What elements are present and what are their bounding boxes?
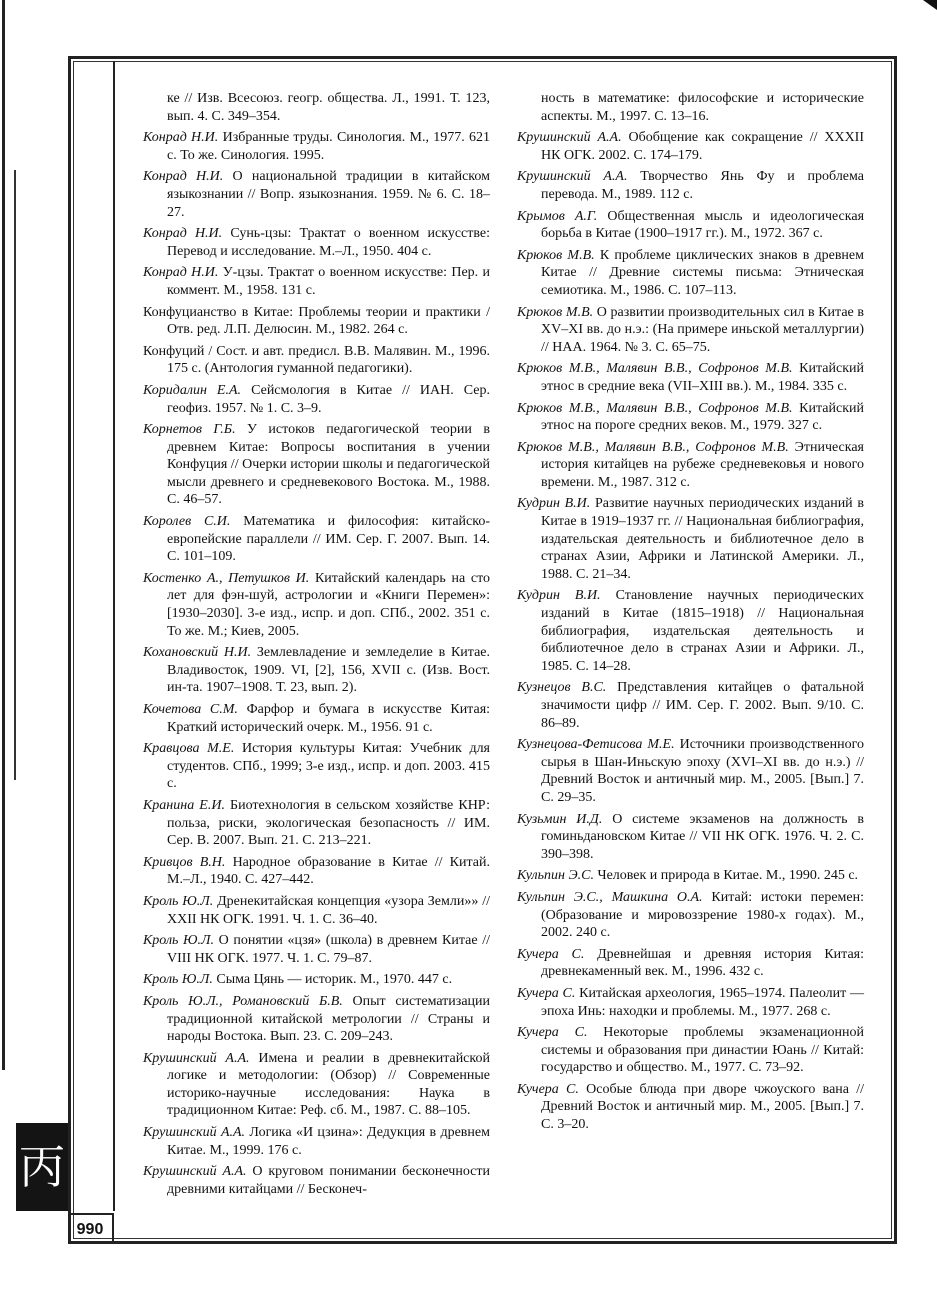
bibliography-entry	[143, 1163, 490, 1198]
entry-text: Китайский календарь на сто лет для фэн-шуй, астрологии и «Книги Перемен»: [1930–2030]. 3-е изд., испр. и доп. СПб., 2002. 351 с. То же. М.; Киев, 2005.	[167, 570, 490, 639]
entry-author: Королев С.И.	[143, 514, 231, 530]
entry-text: Конфуций / Сост. и авт. предисл. В.В. Малявин. М., 1996. 175 с. (Антология гуманной педагогики).	[143, 343, 490, 377]
entry-text: О понятии «цзя» (школа) в древнем Китае // VIII НК ОГК. 1977. Ч. 1. С. 79–87.	[167, 933, 491, 966]
section-tab-character: 丙	[19, 1140, 65, 1194]
entry-text: Имена и реалии в древнекитайской логике и методологии: (Обзор) // Современные историко-научные исследования: Наука в традиционном Китае: Реф. сб. М., 1987. С. 88–105.	[167, 1050, 490, 1119]
entry-text: Опыт систематизации традиционной китайской метрологии // Страны и народы Востока. Вып. 23. С. 209–243.	[167, 993, 491, 1045]
bibliography-entry	[143, 993, 490, 1046]
entry-author: Кудрин В.И.	[517, 496, 591, 512]
entry-author: Крюков М.В., Малявин В.В., Софронов М.В.	[517, 439, 789, 455]
entry-author: Кривцов В.Н.	[143, 854, 226, 870]
bibliography-entry	[143, 264, 490, 299]
entry-author: Крюков М.В., Малявин В.В., Софронов М.В.	[517, 361, 793, 377]
entry-author: Кузьмин И.Д.	[517, 811, 603, 827]
entry-text: Творчество Янь Фу и проблема перевода. М., 1989. 112 с.	[541, 169, 864, 202]
bibliography-entry	[517, 208, 864, 243]
gutter-rule	[113, 61, 115, 1211]
entry-text: Сыма Цянь — историк. М., 1970. 447 с.	[216, 972, 453, 988]
bibliography-entry	[143, 168, 490, 221]
bibliography-entry	[517, 304, 864, 357]
entry-text: Этническая история китайцев на рубеже средневековья и нового времени. М., 1987. 312 с.	[541, 439, 864, 490]
entry-author: Кучера С.	[517, 1025, 588, 1041]
entry-text: О круговом понимании бесконечности древними китайцами // Бесконеч-	[167, 1164, 491, 1197]
entry-author: Конрад Н.И.	[143, 226, 223, 242]
entry-author: Кранина Е.И.	[143, 797, 225, 813]
entry-text: У-цзы. Трактат о военном искусстве: Пер. и коммент. М., 1958. 131 с.	[167, 265, 491, 298]
entry-text: Общественная мысль и идеологическая борьба в Китае (1900–1917 гг.). М., 1972. 367 с.	[541, 208, 865, 242]
bibliography-entry	[143, 644, 490, 697]
bibliography-entry	[517, 400, 864, 435]
entry-author: Крушинский А.А.	[143, 1125, 246, 1141]
entry-author: Кучера С.	[517, 985, 576, 1001]
entry-author: Кроль Ю.Л.	[143, 933, 214, 949]
entry-text: Человек и природа в Китае. М., 1990. 245 с.	[597, 868, 859, 884]
entry-author: Кульпин Э.С., Машкина О.А.	[517, 889, 703, 905]
entry-text: Представления китайцев о фатальной значимости цифр // ИМ. Сер. Г. 2002. Вып. 9/10. С. 86–89.	[541, 680, 864, 731]
bibliography-entry	[143, 343, 490, 378]
entry-text: К проблеме циклических знаков в древнем Китае // Древние системы письма: Этническая семиотика. М., 1986. С. 107–113.	[541, 247, 864, 298]
page-number: 990	[68, 1213, 114, 1244]
entry-text: О развитии производительных сил в Китае в XV–XI вв. до н.э.: (На примере иньской металлургии) // НАА. 1964. № 3. С. 65–75.	[541, 304, 864, 355]
entry-text: История культуры Китая: Учебник для студентов. СПб., 1999; 3-е изд., испр. и доп. 2003. 415 с.	[167, 741, 490, 792]
entry-author: Кучера С.	[517, 1081, 579, 1097]
entry-author: Костенко А., Петушков И.	[143, 570, 310, 586]
scan-edge-mark	[14, 170, 16, 780]
bibliography-entry	[143, 701, 490, 736]
bibliography-entry	[517, 736, 864, 806]
entry-text: О национальной традиции в китайском языкознании // Вопр. языкознания. 1959. № 6. С. 18–27.	[167, 169, 490, 220]
bibliography-entry	[517, 90, 864, 125]
entry-author: Кочетова С.М.	[143, 702, 238, 717]
entry-author: Крюков М.В., Малявин В.В., Софронов М.В.	[517, 400, 793, 416]
bibliography-entry	[143, 797, 490, 850]
corner-arrow-icon	[923, 0, 937, 10]
bibliography-entry	[143, 225, 490, 260]
entry-author: Корнетов Г.Б.	[143, 422, 236, 438]
entry-text: ность в математике: философские и исторические аспекты. М., 1997. С. 13–16.	[541, 91, 864, 124]
entry-author: Крушинский А.А.	[143, 1050, 250, 1066]
bibliography-entry	[517, 129, 864, 164]
entry-text: ке // Изв. Всесоюз. геогр. общества. Л., 1991. Т. 123, вып. 4. С. 349–354.	[167, 91, 490, 124]
bibliography-entry	[143, 1050, 490, 1120]
bibliography-column-right	[517, 90, 864, 1138]
entry-author: Кроль Ю.Л., Романовский Б.В.	[143, 993, 343, 1009]
entry-text: О системе экзаменов на должность в гоминьдановском Китае // VII НК ОГК. 1976. Ч. 2. С. 390–398.	[541, 811, 864, 862]
entry-text: Китайская археология, 1965–1974. Палеолит — эпоха Инь: находки и проблемы. М., 1977. 268 с.	[541, 985, 865, 1019]
entry-text: Китай: истоки перемен: (Образование и мировоззрение 1980-х годах). М., 2002. 240 с.	[541, 889, 865, 941]
entry-text: Биотехнология в сельском хозяйстве КНР: польза, риски, экологическая безопасность // ИМ. Сер. В. 2007. Вып. 21. С. 213–221.	[167, 797, 490, 849]
bibliography-entry	[517, 495, 864, 583]
bibliography-entry	[517, 867, 864, 885]
bibliography-entry	[517, 168, 864, 203]
entry-text: Китайский этнос на пороге средних веков. М., 1979. 327 с.	[541, 400, 864, 434]
bibliography-entry	[143, 740, 490, 793]
bibliography-entry	[143, 513, 490, 566]
entry-text: Избранные труды. Синология. М., 1977. 621 с. То же. Синология. 1995.	[167, 130, 491, 163]
entry-author: Кудрин В.И.	[517, 588, 601, 604]
bibliography-entry	[143, 854, 490, 889]
entry-author: Конрад Н.И.	[143, 130, 219, 146]
entry-author: Крымов А.Г.	[517, 208, 598, 224]
bibliography-entry	[517, 679, 864, 732]
entry-author: Кульпин Э.С.	[517, 868, 594, 884]
entry-author: Кузнецов В.С.	[517, 680, 607, 696]
entry-text: У истоков педагогической теории в древнем Китае: Вопросы воспитания в учении Конфуция // Очерки истории школы и педагогической мысли древнего и средневекового Востока. М., 1988. С. 46–57.	[167, 422, 490, 508]
bibliography-entry	[517, 811, 864, 864]
entry-author: Конрад Н.И.	[143, 265, 219, 281]
entry-author: Кроль Ю.Л.	[143, 972, 213, 988]
entry-text: Землевладение и земледелие в Китае. Владивосток, 1909. VI, [2], 156, XVII с. (Изв. Вост. ин-та. 1907–1908. Т. 23, вып. 2).	[167, 645, 490, 696]
bibliography-entry	[143, 570, 490, 640]
entry-author: Крушинский А.А.	[517, 169, 628, 185]
entry-author: Конрад Н.И.	[143, 169, 224, 185]
entry-author: Коридалин Е.А.	[143, 382, 242, 398]
entry-text: Особые блюда при дворе чжоуского вана // Древний Восток и античный мир. М., 2005. [Вып.] 7. С. 3–20.	[541, 1081, 865, 1133]
bibliography-entry	[517, 889, 864, 942]
entry-text: Развитие научных периодических изданий в Китае в 1919–1937 гг. // Национальная библиография, издательская деятельность и библиотечное дело в странах Азии, Африки и Латинской Америки. Л., 1988. С. 21–34.	[541, 496, 865, 582]
bibliography-entry	[517, 985, 864, 1020]
bibliography-entry	[517, 587, 864, 675]
entry-text: Математика и философия: китайско-европейские параллели // ИМ. Сер. Г. 2007. Вып. 14. С. 101–109.	[167, 514, 490, 565]
scan-edge-rule	[2, 0, 5, 1070]
entry-text: Народное образование в Китае // Китай. М.–Л., 1940. С. 427–442.	[167, 854, 491, 888]
entry-author: Кучера С.	[517, 946, 585, 962]
entry-author: Крушинский А.А.	[143, 1164, 247, 1180]
entry-text: Китайский этнос в средние века (VII–XIII вв.). М., 1984. 335 с.	[541, 361, 864, 394]
bibliography-entry	[143, 1124, 490, 1159]
entry-author: Кравцова М.Е.	[143, 741, 235, 757]
bibliography-entry	[517, 1081, 864, 1134]
entry-text: Дренекитайская концепция «узора Земли»» // XXII НК ОГК. 1991. Ч. 1. С. 36–40.	[167, 893, 491, 927]
entry-author: Крюков М.В.	[517, 304, 594, 320]
bibliography-entry	[517, 439, 864, 492]
entry-author: Кроль Ю.Л.	[143, 893, 214, 909]
entry-text: Сейсмология в Китае // ИАН. Сер. геофиз. 1957. № 1. С. 3–9.	[167, 382, 491, 416]
bibliography-entry	[143, 971, 490, 989]
entry-text: Некоторые проблемы экзаменационной системы и образования при династии Юань // Китай: государство и общество. М., 1977. С. 73–92.	[541, 1025, 865, 1076]
entry-text: Обобщение как сокращение // XXXII НК ОГК. 2002. С. 174–179.	[541, 130, 865, 163]
bibliography-entry	[143, 893, 490, 928]
bibliography-entry	[143, 421, 490, 509]
entry-text: Древнейшая и древняя история Китая: древнекаменный век. М., 1996. 432 с.	[541, 946, 864, 980]
bibliography-entry	[143, 382, 490, 417]
bibliography-entry	[517, 946, 864, 981]
entry-text: Становление научных периодических изданий в Китае (1815–1918) // Национальная библиография, издательская деятельность и библиотечное дело в странах Азии и Африки. Л., 1985. С. 14–28.	[541, 588, 864, 674]
entry-text: Источники производственного сырья в Шан-Иньскую эпоху (XVI–XI вв. до н.э.) // Древний Восток и античный мир. М., 2005. [Вып.] 7. С. 29–35.	[541, 737, 864, 805]
entry-author: Крушинский А.А.	[517, 130, 622, 146]
section-tab	[16, 1123, 68, 1211]
entry-author: Кузнецова-Фетисова М.Е.	[517, 737, 675, 753]
entry-text: Сунь-цзы: Трактат о военном искусстве: Перевод и исследование. М.–Л., 1950. 404 с.	[167, 226, 491, 259]
entry-author: Кохановский Н.И.	[143, 645, 252, 661]
entry-author: Крюков М.В.	[517, 247, 595, 263]
entry-text: Логика «И цзина»: Дедукция в древнем Китае. М., 1999. 176 с.	[167, 1125, 490, 1158]
bibliography-entry	[517, 360, 864, 395]
bibliography-entry	[143, 90, 490, 125]
bibliography-entry	[517, 247, 864, 300]
entry-text: Фарфор и бумага в искусстве Китая: Краткий исторический очерк. М., 1956. 91 с.	[167, 702, 491, 735]
bibliography-entry	[517, 1024, 864, 1077]
bibliography-entry	[143, 129, 490, 164]
bibliography-column-left	[143, 90, 490, 1202]
bibliography-entry	[143, 932, 490, 967]
entry-text: Конфуцианство в Китае: Проблемы теории и практики / Отв. ред. Л.П. Делюсин. М., 1982. 264 с.	[143, 304, 490, 338]
bibliography-entry	[143, 304, 490, 339]
